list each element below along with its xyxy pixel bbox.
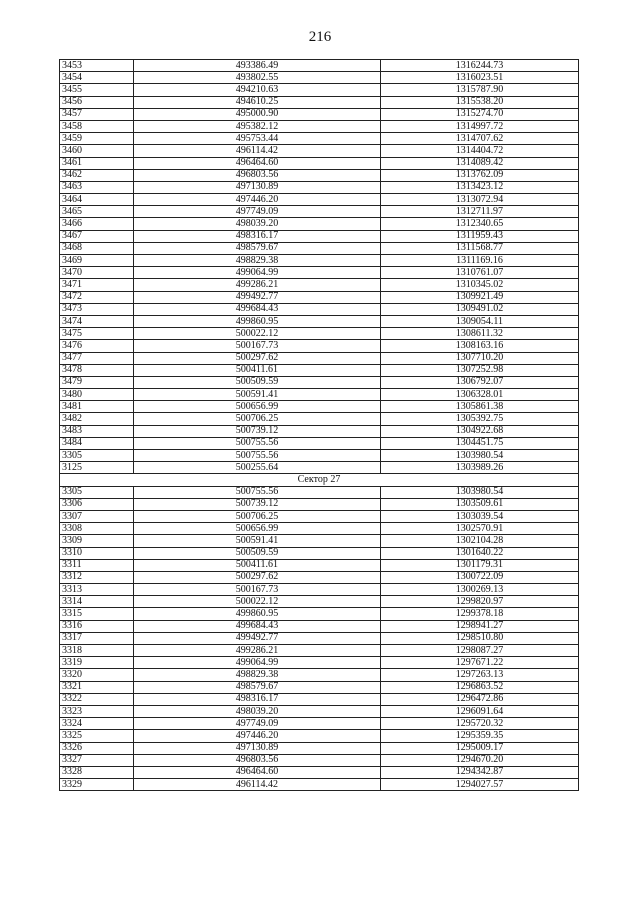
point-number: 3479 xyxy=(60,376,134,388)
y-coordinate: 1302104.28 xyxy=(381,535,579,547)
point-number: 3324 xyxy=(60,718,134,730)
table-row xyxy=(60,376,579,388)
table-row xyxy=(60,498,579,510)
x-coordinate: 495753.44 xyxy=(134,133,381,145)
table-row xyxy=(60,584,579,596)
x-coordinate: 500297.62 xyxy=(134,571,381,583)
y-coordinate: 1307252.98 xyxy=(381,364,579,376)
point-number: 3312 xyxy=(60,571,134,583)
x-coordinate: 495382.12 xyxy=(134,120,381,132)
y-coordinate: 1300269.13 xyxy=(381,584,579,596)
y-coordinate: 1299378.18 xyxy=(381,608,579,620)
y-coordinate: 1312711.97 xyxy=(381,206,579,218)
table-row xyxy=(60,255,579,267)
y-coordinate: 1305392.75 xyxy=(381,413,579,425)
y-coordinate: 1305861.38 xyxy=(381,401,579,413)
y-coordinate: 1295359.35 xyxy=(381,730,579,742)
x-coordinate: 500167.73 xyxy=(134,584,381,596)
point-number: 3305 xyxy=(60,450,134,462)
x-coordinate: 500509.59 xyxy=(134,547,381,559)
table-row xyxy=(60,486,579,498)
y-coordinate: 1302570.91 xyxy=(381,523,579,535)
point-number: 3329 xyxy=(60,779,134,791)
x-coordinate: 497130.89 xyxy=(134,742,381,754)
x-coordinate: 498829.38 xyxy=(134,255,381,267)
table-row xyxy=(60,718,579,730)
point-number: 3453 xyxy=(60,60,134,72)
x-coordinate: 498579.67 xyxy=(134,242,381,254)
y-coordinate: 1296091.64 xyxy=(381,705,579,717)
x-coordinate: 496464.60 xyxy=(134,766,381,778)
table-row xyxy=(60,279,579,291)
table-row xyxy=(60,401,579,413)
table-row xyxy=(60,145,579,157)
y-coordinate: 1308163.16 xyxy=(381,340,579,352)
point-number: 3314 xyxy=(60,596,134,608)
y-coordinate: 1303039.54 xyxy=(381,510,579,522)
table-row xyxy=(60,547,579,559)
point-number: 3468 xyxy=(60,242,134,254)
table-row xyxy=(60,72,579,84)
table-row xyxy=(60,315,579,327)
table-row xyxy=(60,340,579,352)
table-row xyxy=(60,108,579,120)
point-number: 3462 xyxy=(60,169,134,181)
x-coordinate: 499286.21 xyxy=(134,279,381,291)
x-coordinate: 500739.12 xyxy=(134,498,381,510)
y-coordinate: 1303989.26 xyxy=(381,462,579,474)
y-coordinate: 1304451.75 xyxy=(381,437,579,449)
y-coordinate: 1294670.20 xyxy=(381,754,579,766)
section-label: Сектор 27 xyxy=(60,474,579,486)
x-coordinate: 500755.56 xyxy=(134,450,381,462)
x-coordinate: 499064.99 xyxy=(134,657,381,669)
table-row xyxy=(60,181,579,193)
x-coordinate: 496803.56 xyxy=(134,169,381,181)
x-coordinate: 498579.67 xyxy=(134,681,381,693)
y-coordinate: 1303980.54 xyxy=(381,450,579,462)
point-number: 3459 xyxy=(60,133,134,145)
x-coordinate: 497446.20 xyxy=(134,194,381,206)
point-number: 3481 xyxy=(60,401,134,413)
table-row xyxy=(60,766,579,778)
coordinates-table xyxy=(59,59,579,791)
point-number: 3458 xyxy=(60,120,134,132)
y-coordinate: 1295009.17 xyxy=(381,742,579,754)
point-number: 3463 xyxy=(60,181,134,193)
point-number: 3316 xyxy=(60,620,134,632)
table-row xyxy=(60,328,579,340)
table-row xyxy=(60,510,579,522)
point-number: 3317 xyxy=(60,632,134,644)
y-coordinate: 1310345.02 xyxy=(381,279,579,291)
table-row xyxy=(60,206,579,218)
y-coordinate: 1294342.87 xyxy=(381,766,579,778)
x-coordinate: 500255.64 xyxy=(134,462,381,474)
table-row xyxy=(60,133,579,145)
table-row xyxy=(60,608,579,620)
point-number: 3125 xyxy=(60,462,134,474)
point-number: 3457 xyxy=(60,108,134,120)
point-number: 3307 xyxy=(60,510,134,522)
point-number: 3461 xyxy=(60,157,134,169)
table-row xyxy=(60,242,579,254)
point-number: 3311 xyxy=(60,559,134,571)
point-number: 3464 xyxy=(60,194,134,206)
y-coordinate: 1301640.22 xyxy=(381,547,579,559)
table-row xyxy=(60,230,579,242)
y-coordinate: 1309491.02 xyxy=(381,303,579,315)
table-row xyxy=(60,657,579,669)
x-coordinate: 494210.63 xyxy=(134,84,381,96)
point-number: 3466 xyxy=(60,218,134,230)
x-coordinate: 499860.95 xyxy=(134,608,381,620)
y-coordinate: 1298941.27 xyxy=(381,620,579,632)
y-coordinate: 1313072.94 xyxy=(381,194,579,206)
x-coordinate: 497130.89 xyxy=(134,181,381,193)
y-coordinate: 1306328.01 xyxy=(381,389,579,401)
table-row xyxy=(60,693,579,705)
section-header-row xyxy=(60,474,579,486)
y-coordinate: 1295720.32 xyxy=(381,718,579,730)
table-row xyxy=(60,425,579,437)
table-row xyxy=(60,194,579,206)
y-coordinate: 1296472.86 xyxy=(381,693,579,705)
point-number: 3320 xyxy=(60,669,134,681)
y-coordinate: 1313762.09 xyxy=(381,169,579,181)
x-coordinate: 499492.77 xyxy=(134,632,381,644)
point-number: 3483 xyxy=(60,425,134,437)
x-coordinate: 500167.73 xyxy=(134,340,381,352)
table-row xyxy=(60,645,579,657)
y-coordinate: 1303509.61 xyxy=(381,498,579,510)
x-coordinate: 496114.42 xyxy=(134,779,381,791)
y-coordinate: 1311169.16 xyxy=(381,255,579,267)
x-coordinate: 495000.90 xyxy=(134,108,381,120)
x-coordinate: 496114.42 xyxy=(134,145,381,157)
point-number: 3465 xyxy=(60,206,134,218)
x-coordinate: 498829.38 xyxy=(134,669,381,681)
table-row xyxy=(60,218,579,230)
x-coordinate: 499492.77 xyxy=(134,291,381,303)
table-row xyxy=(60,571,579,583)
point-number: 3471 xyxy=(60,279,134,291)
table-row xyxy=(60,535,579,547)
y-coordinate: 1297263.13 xyxy=(381,669,579,681)
page-number: 216 xyxy=(308,29,332,45)
y-coordinate: 1315787.90 xyxy=(381,84,579,96)
x-coordinate: 500739.12 xyxy=(134,425,381,437)
x-coordinate: 499064.99 xyxy=(134,267,381,279)
point-number: 3476 xyxy=(60,340,134,352)
x-coordinate: 497749.09 xyxy=(134,206,381,218)
x-coordinate: 500022.12 xyxy=(134,328,381,340)
y-coordinate: 1298510.80 xyxy=(381,632,579,644)
y-coordinate: 1297671.22 xyxy=(381,657,579,669)
x-coordinate: 500411.61 xyxy=(134,559,381,571)
point-number: 3318 xyxy=(60,645,134,657)
point-number: 3326 xyxy=(60,742,134,754)
table-row xyxy=(60,705,579,717)
point-number: 3480 xyxy=(60,389,134,401)
point-number: 3319 xyxy=(60,657,134,669)
x-coordinate: 498039.20 xyxy=(134,218,381,230)
table-row xyxy=(60,120,579,132)
x-coordinate: 493802.55 xyxy=(134,72,381,84)
point-number: 3470 xyxy=(60,267,134,279)
table-row xyxy=(60,559,579,571)
x-coordinate: 500411.61 xyxy=(134,364,381,376)
point-number: 3478 xyxy=(60,364,134,376)
table-row xyxy=(60,681,579,693)
y-coordinate: 1298087.27 xyxy=(381,645,579,657)
table-row xyxy=(60,303,579,315)
y-coordinate: 1300722.09 xyxy=(381,571,579,583)
table-row xyxy=(60,596,579,608)
x-coordinate: 500022.12 xyxy=(134,596,381,608)
x-coordinate: 500706.25 xyxy=(134,510,381,522)
table-row xyxy=(60,291,579,303)
x-coordinate: 499684.43 xyxy=(134,303,381,315)
x-coordinate: 500755.56 xyxy=(134,437,381,449)
y-coordinate: 1314404.72 xyxy=(381,145,579,157)
table-row xyxy=(60,523,579,535)
x-coordinate: 493386.49 xyxy=(134,60,381,72)
point-number: 3325 xyxy=(60,730,134,742)
point-number: 3323 xyxy=(60,705,134,717)
x-coordinate: 500297.62 xyxy=(134,352,381,364)
point-number: 3322 xyxy=(60,693,134,705)
y-coordinate: 1311568.77 xyxy=(381,242,579,254)
table-row xyxy=(60,389,579,401)
y-coordinate: 1301179.31 xyxy=(381,559,579,571)
y-coordinate: 1309921.49 xyxy=(381,291,579,303)
point-number: 3472 xyxy=(60,291,134,303)
point-number: 3467 xyxy=(60,230,134,242)
table-row xyxy=(60,632,579,644)
x-coordinate: 500591.41 xyxy=(134,389,381,401)
table-row xyxy=(60,462,579,474)
y-coordinate: 1304922.68 xyxy=(381,425,579,437)
y-coordinate: 1311959.43 xyxy=(381,230,579,242)
point-number: 3306 xyxy=(60,498,134,510)
x-coordinate: 500755.56 xyxy=(134,486,381,498)
point-number: 3455 xyxy=(60,84,134,96)
y-coordinate: 1315538.20 xyxy=(381,96,579,108)
x-coordinate: 498316.17 xyxy=(134,230,381,242)
y-coordinate: 1299820.97 xyxy=(381,596,579,608)
x-coordinate: 498316.17 xyxy=(134,693,381,705)
x-coordinate: 499684.43 xyxy=(134,620,381,632)
table-row xyxy=(60,60,579,72)
table-row xyxy=(60,620,579,632)
y-coordinate: 1312340.65 xyxy=(381,218,579,230)
x-coordinate: 500656.99 xyxy=(134,523,381,535)
y-coordinate: 1316023.51 xyxy=(381,72,579,84)
x-coordinate: 494610.25 xyxy=(134,96,381,108)
table-row xyxy=(60,437,579,449)
table-row xyxy=(60,352,579,364)
y-coordinate: 1314997.72 xyxy=(381,120,579,132)
table-row xyxy=(60,96,579,108)
point-number: 3328 xyxy=(60,766,134,778)
y-coordinate: 1309054.11 xyxy=(381,315,579,327)
table-row xyxy=(60,364,579,376)
x-coordinate: 500656.99 xyxy=(134,401,381,413)
y-coordinate: 1308611.32 xyxy=(381,328,579,340)
point-number: 3475 xyxy=(60,328,134,340)
point-number: 3327 xyxy=(60,754,134,766)
y-coordinate: 1313423.12 xyxy=(381,181,579,193)
table-row xyxy=(60,267,579,279)
point-number: 3321 xyxy=(60,681,134,693)
point-number: 3454 xyxy=(60,72,134,84)
point-number: 3313 xyxy=(60,584,134,596)
y-coordinate: 1296863.52 xyxy=(381,681,579,693)
point-number: 3456 xyxy=(60,96,134,108)
point-number: 3484 xyxy=(60,437,134,449)
table-row xyxy=(60,84,579,96)
point-number: 3474 xyxy=(60,315,134,327)
table-row xyxy=(60,754,579,766)
x-coordinate: 496803.56 xyxy=(134,754,381,766)
point-number: 3308 xyxy=(60,523,134,535)
point-number: 3477 xyxy=(60,352,134,364)
table-row xyxy=(60,450,579,462)
x-coordinate: 499286.21 xyxy=(134,645,381,657)
table-row xyxy=(60,169,579,181)
y-coordinate: 1314089.42 xyxy=(381,157,579,169)
point-number: 3469 xyxy=(60,255,134,267)
table-row xyxy=(60,669,579,681)
x-coordinate: 497446.20 xyxy=(134,730,381,742)
x-coordinate: 499860.95 xyxy=(134,315,381,327)
y-coordinate: 1306792.07 xyxy=(381,376,579,388)
table-row xyxy=(60,413,579,425)
table-row xyxy=(60,742,579,754)
x-coordinate: 496464.60 xyxy=(134,157,381,169)
y-coordinate: 1315274.70 xyxy=(381,108,579,120)
table-row xyxy=(60,730,579,742)
x-coordinate: 497749.09 xyxy=(134,718,381,730)
point-number: 3305 xyxy=(60,486,134,498)
point-number: 3460 xyxy=(60,145,134,157)
point-number: 3482 xyxy=(60,413,134,425)
point-number: 3315 xyxy=(60,608,134,620)
y-coordinate: 1307710.20 xyxy=(381,352,579,364)
x-coordinate: 500591.41 xyxy=(134,535,381,547)
table-row xyxy=(60,157,579,169)
x-coordinate: 500706.25 xyxy=(134,413,381,425)
x-coordinate: 498039.20 xyxy=(134,705,381,717)
y-coordinate: 1310761.07 xyxy=(381,267,579,279)
y-coordinate: 1314707.62 xyxy=(381,133,579,145)
x-coordinate: 500509.59 xyxy=(134,376,381,388)
point-number: 3309 xyxy=(60,535,134,547)
y-coordinate: 1316244.73 xyxy=(381,60,579,72)
y-coordinate: 1294027.57 xyxy=(381,779,579,791)
point-number: 3473 xyxy=(60,303,134,315)
table-row xyxy=(60,779,579,791)
point-number: 3310 xyxy=(60,547,134,559)
y-coordinate: 1303980.54 xyxy=(381,486,579,498)
